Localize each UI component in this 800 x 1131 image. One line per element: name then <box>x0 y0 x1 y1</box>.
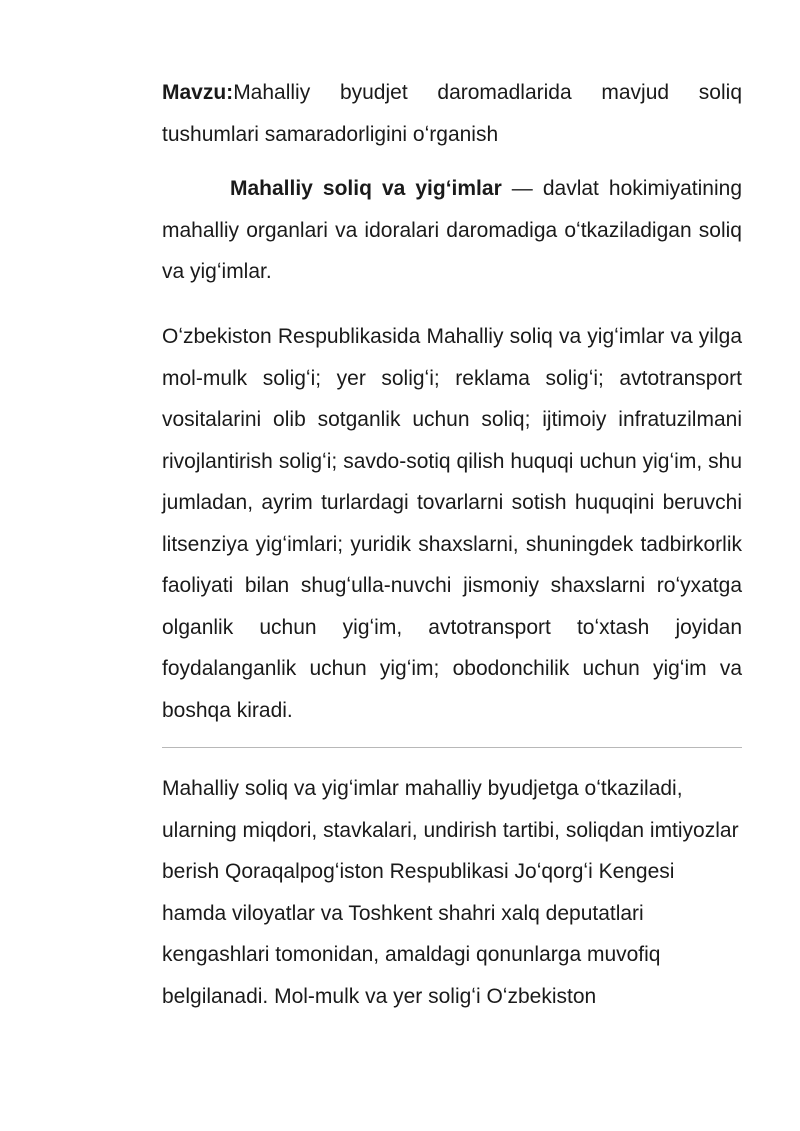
definition-paragraph <box>162 168 742 293</box>
final-paragraph: Mahalliy soliq va yigʻimlar mahalliy byudjetga oʻtkaziladi, ularning miqdori, stavkalari, undirish tartibi, soliqdan imtiyozlar berish Qoraqalpogʻiston Respublikasi Joʻqorgʻi Kengesi hamda viloyatlar va Toshkent shahri xalq deputatlari kengashlari tomonidan, amaldagi qonunlarga muvofiq belgilanadi. Mol-mulk va yer soligʻi Oʻzbekiston <box>162 777 739 1008</box>
topic-text: Mahalliy byudjet daromadlarida mavjud soliq tushumlari samaradorligini oʻrganish <box>162 81 742 146</box>
topic-paragraph <box>162 72 742 155</box>
tax-list-paragraph: Oʻzbekiston Respublikasida Mahalliy soliq va yigʻimlar va yilga mol-mulk soligʻi; yer soligʻi; reklama soligʻi; avtotransport vositalarini olib sotganlik uchun soliq; ijtimoiy infratuzilmani rivojlantirish soligʻi; savdo-sotiq qilish huquqi uchun yigʻim, shu jumladan, ayrim turlardagi tovarlarni sotish huquqini beruvchi litsenziya yigʻimlari; yuridik shaxslarni, shuningdek tadbirkorlik faoliyati bilan shugʻulla-nuvchi jismoniy shaxslarni roʻyxatga olganlik uchun yigʻim, avtotransport toʻxtash joyidan foydalanganlik uchun yigʻim; obodonchilik uchun yigʻim va boshqa kiradi. <box>162 325 742 722</box>
section-divider <box>162 747 742 748</box>
topic-label: Mavzu: <box>162 81 234 104</box>
definition-text: — davlat hokimiyatining mahalliy organlari va idoralari daromadiga oʻtkaziladigan soliq va yigʻimlar. <box>162 177 742 283</box>
definition-term: Mahalliy soliq va yigʻimlar <box>230 177 502 200</box>
